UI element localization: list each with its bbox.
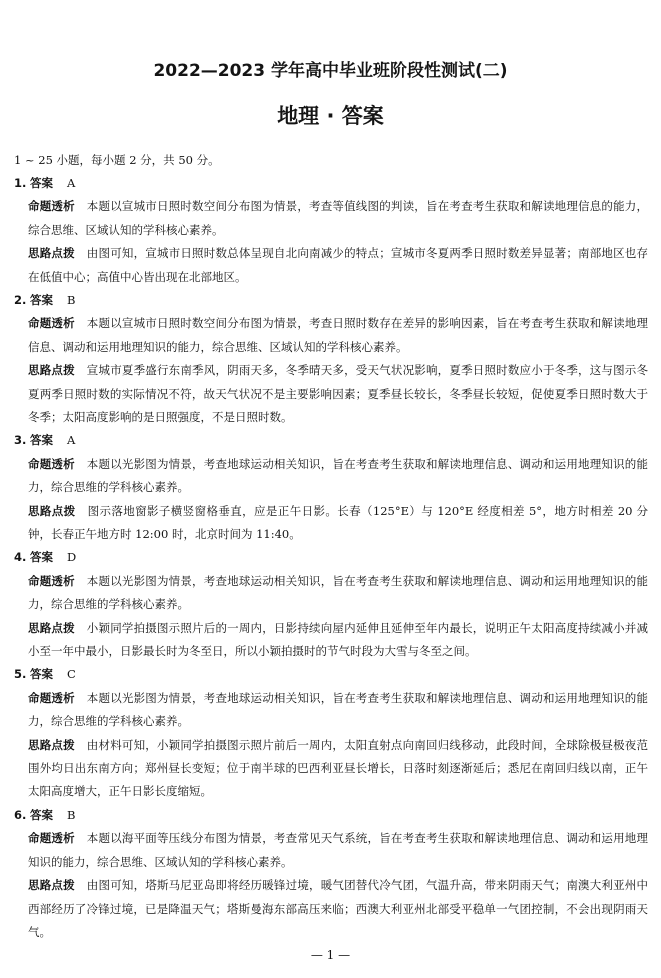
analysis-paragraph [14,312,648,359]
hint-paragraph [14,734,648,804]
analysis-text: 本题以宣城市日照时数空间分布图为情景，考查日照时数存在差异的影响因素，旨在考查考生获取和解读地理信息、调动和运用地理知识的能力，综合思维、区域认知的学科核心素养。 [28,316,649,354]
hint-text: 图示落地窗影子横竖窗格垂直，应是正午日影。长春（125°E）与 120°E 经度相差 5°，地方时相差 20 分钟，长春正午地方时 12:00 时，北京时间为 11:40。 [28,503,648,542]
answer-label: 答案 [30,550,54,565]
analysis-text: 本题以光影图为情景，考查地球运动相关知识，旨在考查考生获取和解读地理信息、调动和运用地理知识的能力，综合思维的学科核心素养。 [28,690,649,729]
analysis-text: 本题以光影图为情景，考查地球运动相关知识，旨在考查考生获取和解读地理信息、调动和运用地理知识的能力，综合思维的学科核心素养。 [28,456,649,495]
answer-line [14,663,648,686]
question-block [14,172,648,289]
analysis-paragraph [14,570,648,617]
analysis-paragraph [14,453,648,500]
answer-letter: D [67,550,77,565]
analysis-label: 命题透析 [28,690,75,705]
answer-line [14,804,648,827]
answer-letter: C [67,667,76,682]
answer-label: 答案 [30,176,54,190]
question-number: 2. [14,293,27,308]
hint-label: 思路点拨 [28,878,75,893]
analysis-paragraph [14,827,648,874]
hint-text: 由图可知，宣城市日照时数总体呈现自北向南减少的特点；宣城市冬夏两季日照时数差异显著；南部地区也存在低值中心；高值中心皆出现在北部地区。 [28,246,649,284]
hint-label: 思路点拨 [28,737,75,752]
question-number: 4. [14,550,27,565]
answer-letter: B [67,807,76,822]
answer-label: 答案 [30,293,54,308]
analysis-label: 命题透析 [28,573,75,588]
analysis-text: 本题以海平面等压线分布图为情景，考查常见天气系统，旨在考查考生获取和解读地理信息、调动和运用地理知识的能力，综合思维、区域认知的学科核心素养。 [28,831,649,869]
answer-letter: A [67,176,76,190]
section-intro: 1 ~ 25 小题，每小题 2 分，共 50 分。 [14,153,220,167]
answer-list [14,172,648,944]
hint-paragraph [14,874,648,944]
answer-line [14,429,648,452]
hint-label: 思路点拨 [28,246,75,261]
question-block [14,289,648,429]
question-block [14,546,648,663]
question-number: 1. [14,176,27,190]
hint-label: 思路点拨 [28,503,76,518]
answer-letter: B [67,293,76,308]
hint-text: 由材料可知，小颖同学拍摄图示照片前后一周内，太阳直射点向南回归线移动，此段时间，全球除极昼极夜范围外均日出东南方向；郑州昼长变短；位于南半球的巴西利亚昼长增长，日落时刻逐渐延后；悉尼在南回归线以南，正午太阳高度增大，正午日影长度缩短。 [28,737,649,799]
question-number: 6. [14,807,27,822]
analysis-paragraph [14,195,648,242]
analysis-paragraph [14,687,648,734]
page-number: — 1 — [310,948,351,962]
answer-line [14,172,648,195]
analysis-label: 命题透析 [28,199,75,214]
hint-paragraph [14,359,648,429]
analysis-label: 命题透析 [28,316,75,331]
answer-letter: A [67,433,76,448]
hint-label: 思路点拨 [28,620,75,635]
question-number: 3. [14,433,27,448]
hint-label: 思路点拨 [28,363,75,378]
answer-label: 答案 [30,433,54,448]
hint-paragraph [14,617,648,664]
hint-text: 小颖同学拍摄图示照片后的一周内，日影持续向屋内延伸且延伸至年内最长，说明正午太阳高度持续减小并减小至一年中最小，日影最长时为冬至日，所以小颖拍摄时的节气时段为大雪与冬至之间。 [28,620,649,659]
document-title: 2022—2023 学年高中毕业班阶段性测试(二) [153,61,508,81]
hint-paragraph [14,500,648,547]
answer-label: 答案 [30,807,54,822]
hint-text: 由图可知，塔斯马尼亚岛即将经历暖锋过境，暖气团替代冷气团，气温升高，带来阴雨天气；南澳大利亚州中西部经历了冷锋过境，已是降温天气；塔斯曼海东部高压来临；西澳大利亚州北部受平稳单一气团控制，不会出现阴雨天气。 [28,878,649,939]
analysis-label: 命题透析 [28,831,75,846]
question-block [14,429,648,546]
question-block [14,663,648,803]
answer-line [14,289,648,312]
document-subtitle: 地理 · 答案 [277,104,384,128]
hint-paragraph [14,242,648,289]
analysis-label: 命题透析 [28,456,75,471]
analysis-text: 本题以光影图为情景，考查地球运动相关知识，旨在考查考生获取和解读地理信息、调动和运用地理知识的能力，综合思维的学科核心素养。 [28,573,649,612]
question-block [14,804,648,944]
answer-label: 答案 [30,667,54,682]
answer-line [14,546,648,569]
analysis-text: 本题以宣城市日照时数空间分布图为情景，考查等值线图的判读，旨在考查考生获取和解读地理信息的能力，综合思维、区域认知的学科核心素养。 [28,199,649,237]
hint-text: 宣城市夏季盛行东南季风，阴雨天多，冬季晴天多，受天气状况影响，夏季日照时数应小于冬季，这与图示冬夏两季日照时数的实际情况不符，故天气状况不是主要影响因素；夏季昼长较长，冬季昼长较短，促使夏季日照时数大于冬季；太阳高度影响的是日照强度，不是日照时数。 [28,363,649,425]
question-number: 5. [14,667,27,682]
